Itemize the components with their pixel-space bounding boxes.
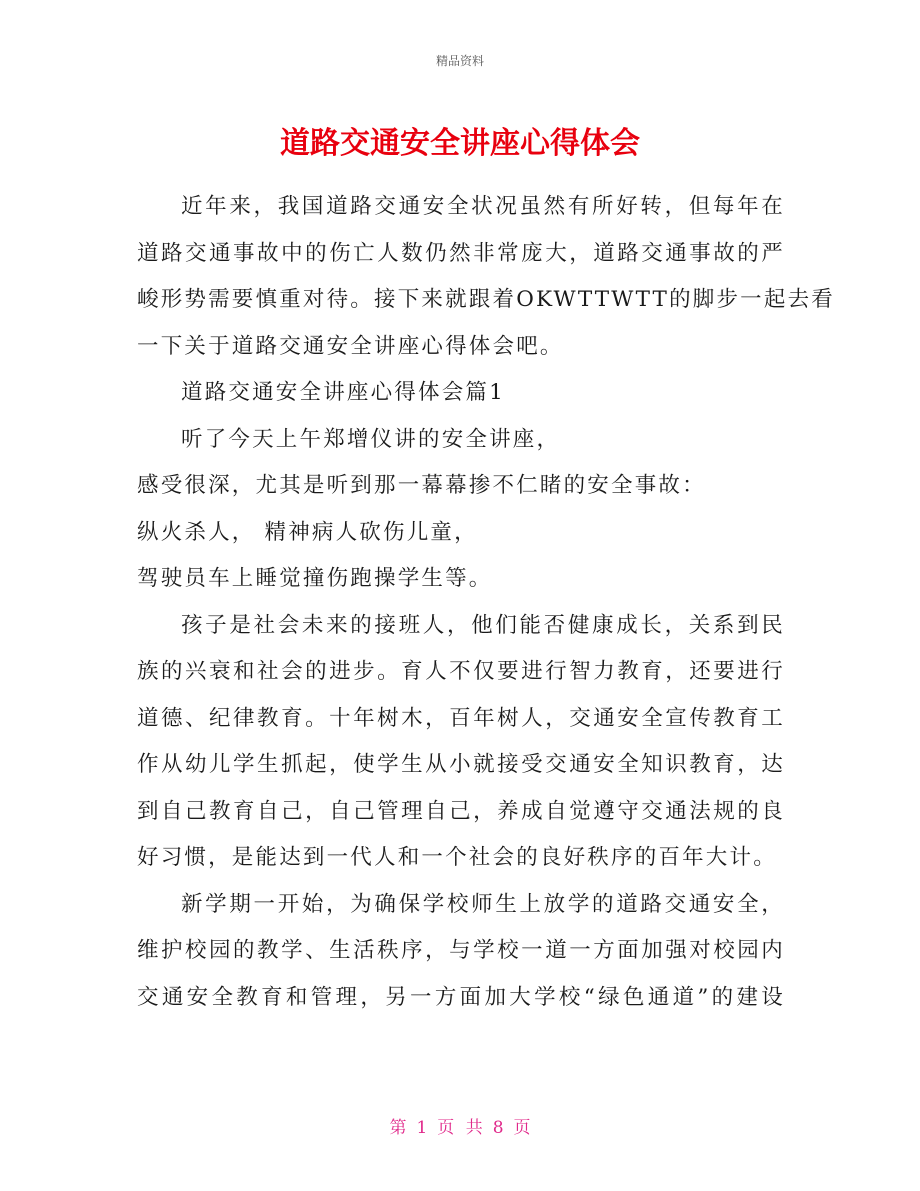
text-line: 维护校园的教学、生活秩序，与学校一道一方面加强对校园内 (137, 938, 785, 963)
text-line: 新学期一开始，为确保学校师生上放学的道路交通安全， (181, 891, 785, 917)
text-line: 交通安全教育和管理，另一方面加大学校“绿色通道”的建设 (137, 984, 785, 1010)
text-line: 一下关于道路交通安全讲座心得体会吧。 (137, 333, 564, 359)
text-line: 近年来，我国道路交通安全状况虽然有所好转，但每年在 (181, 194, 785, 219)
current-page-number: 1 (416, 1118, 428, 1138)
text-line: 听了今天上午郑增仪讲的安全讲座， (181, 426, 561, 452)
text-line: 峻形势需要慎重对待。接下来就跟着OKWTTWTT的脚步一起去看 (137, 287, 835, 312)
document-body (137, 184, 835, 1021)
text-line: 好习惯，是能达到一代人和一个社会的良好秩序的百年大计。 (137, 845, 777, 870)
text-line: 感受很深，尤其是听到那一幕幕掺不仁睹的安全事故： (137, 473, 706, 498)
page-suffix: 页 (513, 1118, 531, 1138)
page-middle: 页 共 (437, 1118, 483, 1138)
document-title: 道路交通安全讲座心得体会 (280, 126, 640, 161)
text-line: 到自己教育自己，自己管理自己，养成自觉遵守交通法规的良 (137, 798, 785, 824)
total-pages: 8 (492, 1118, 504, 1138)
section-heading: 道路交通安全讲座心得体会篇1 (181, 380, 505, 405)
text-line: 孩子是社会未来的接班人，他们能否健康成长，关系到民 (181, 612, 785, 638)
text-line: 道德、纪律教育。十年树木，百年树人，交通安全宣传教育工 (137, 705, 785, 731)
header-note: 精品资料 (435, 54, 484, 68)
text-line: 作从幼儿学生抓起，使学生从小就接受交通安全知识教育，达 (137, 752, 785, 777)
text-line: 驾驶员车上睡觉撞伤跑操学生等。 (137, 566, 493, 591)
text-line: 族的兴衰和社会的进步。育人不仅要进行智力教育，还要进行 (137, 659, 785, 684)
text-line: 道路交通事故中的伤亡人数仍然非常庞大，道路交通事故的严 (137, 240, 785, 266)
page-footer (0, 1113, 920, 1138)
page-prefix: 第 (389, 1118, 407, 1138)
text-line: 纵火杀人， 精神病人砍伤儿童， (137, 519, 478, 545)
